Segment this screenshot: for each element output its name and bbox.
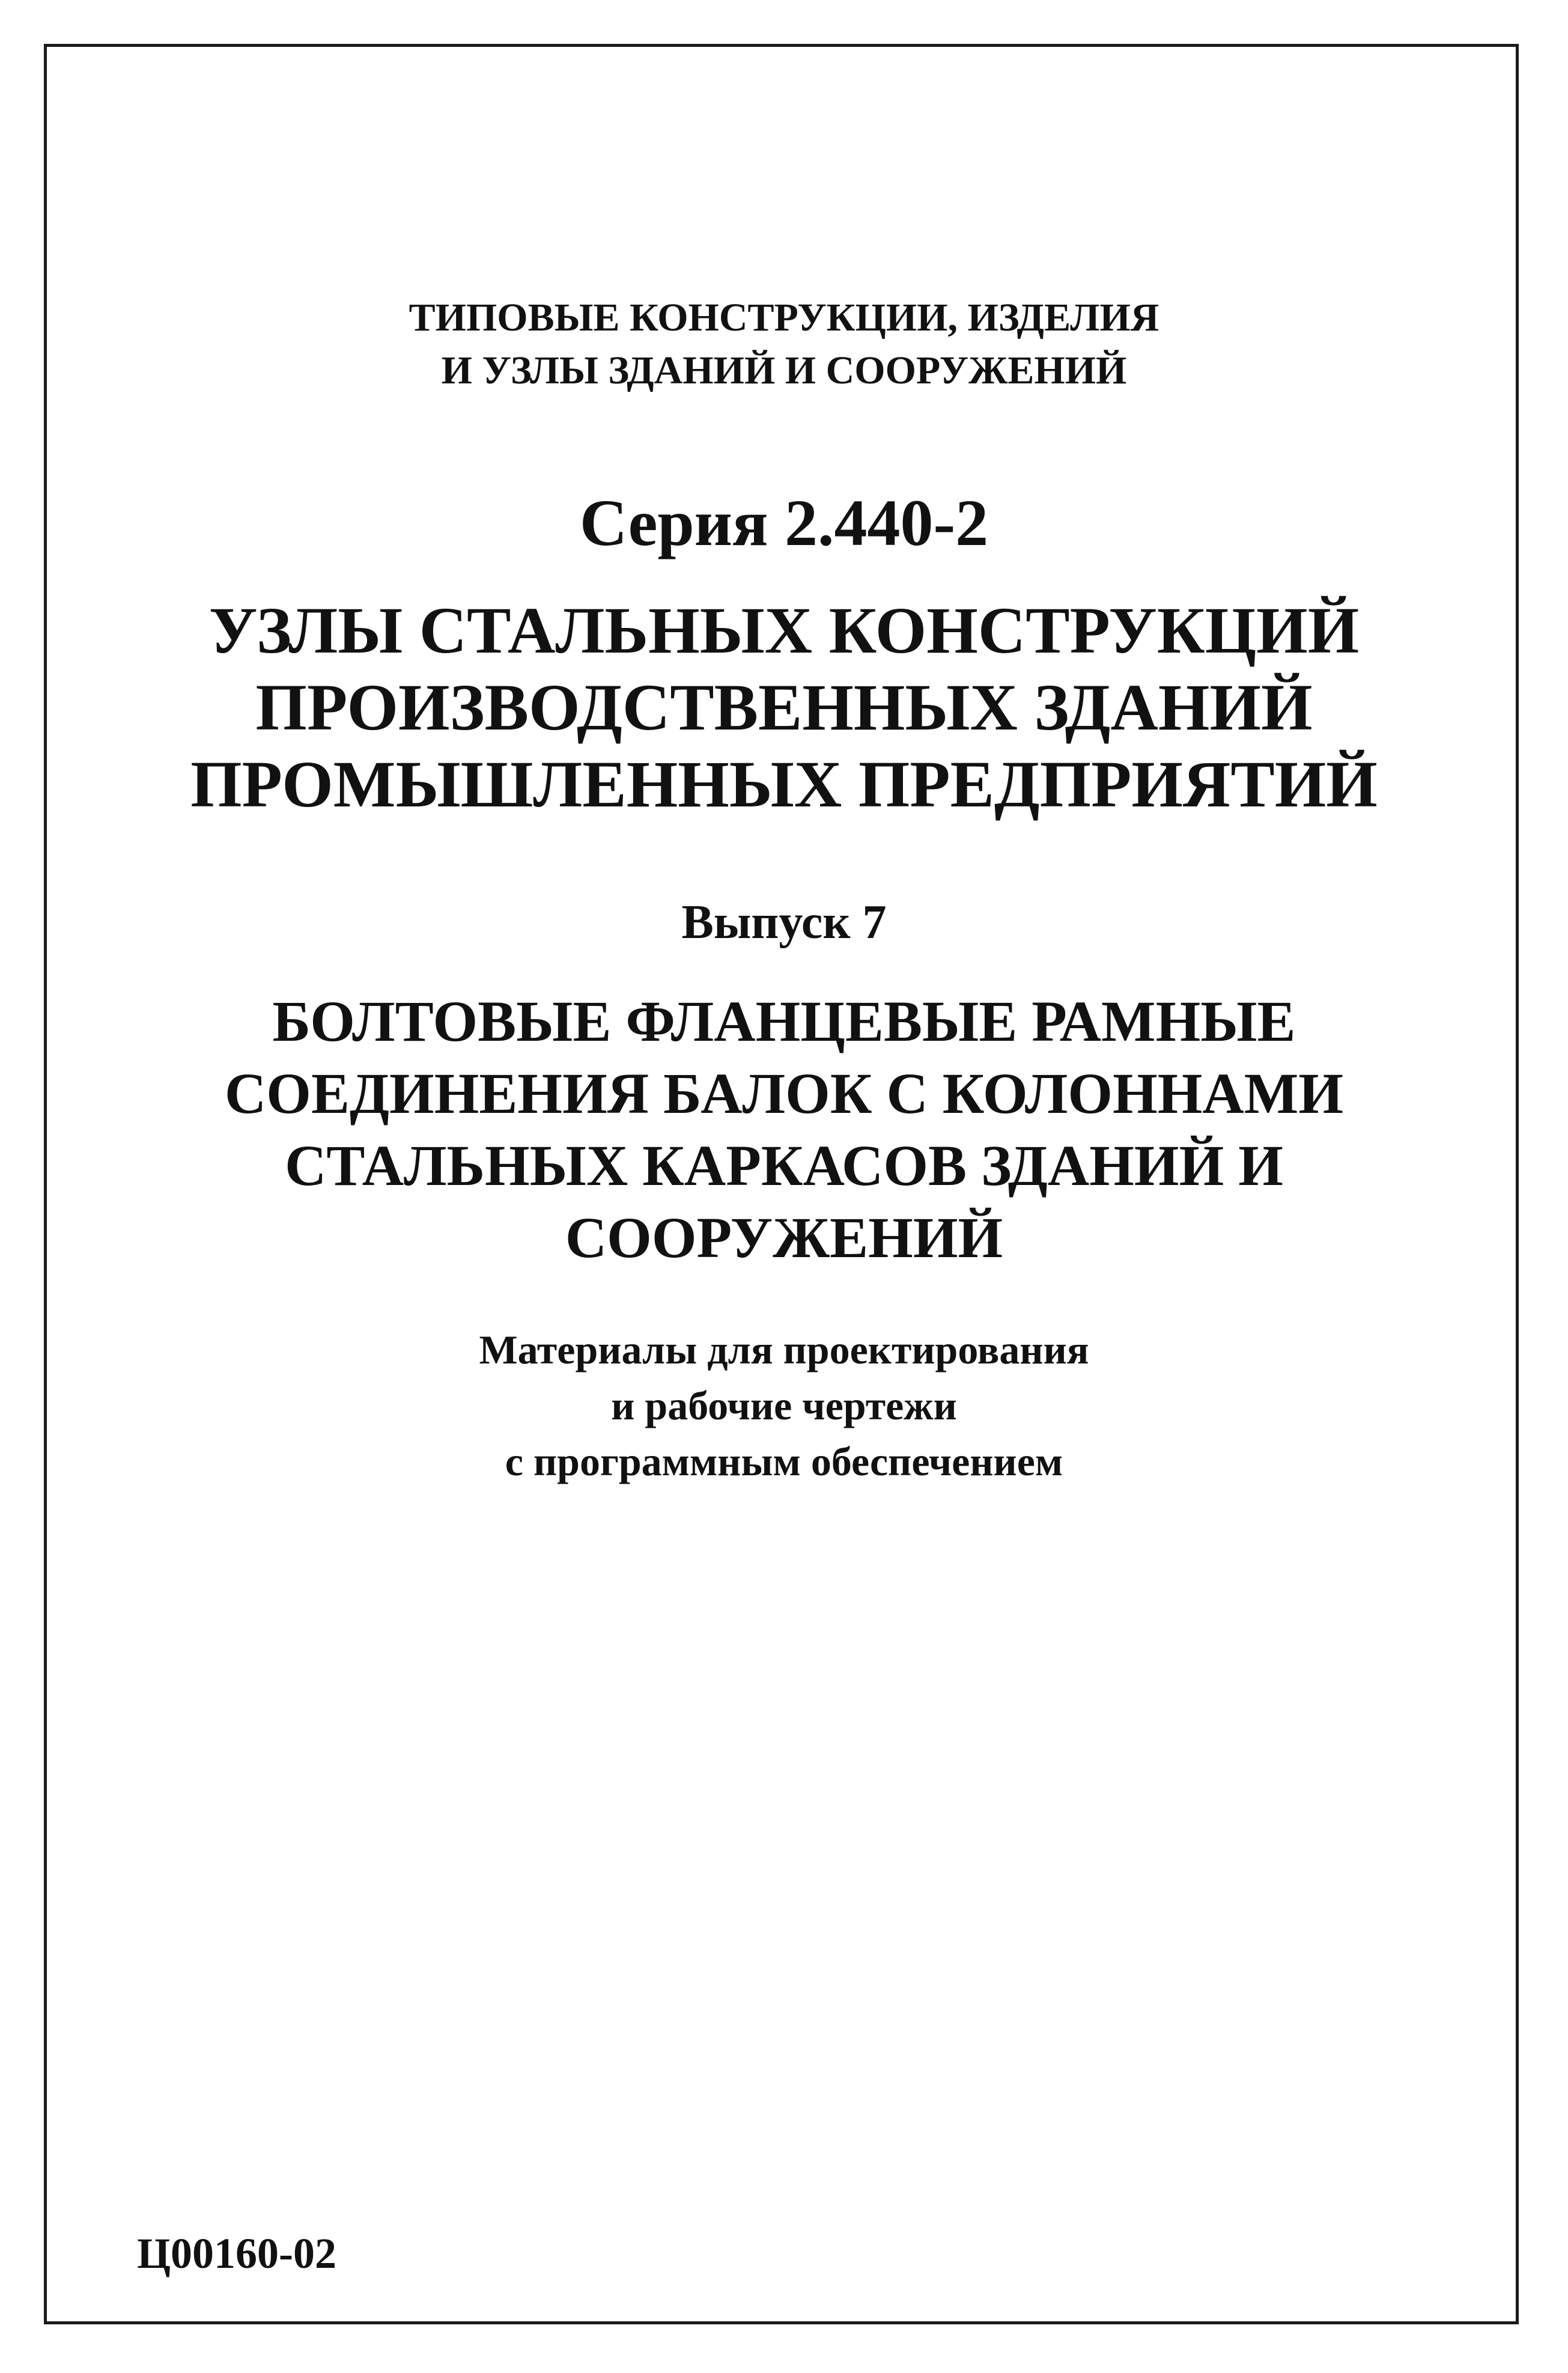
main-title (0, 592, 1568, 823)
materials-line-2: и рабочие чертежи (611, 1383, 957, 1428)
materials-line-3: с программным обеспечением (505, 1439, 1063, 1484)
materials-description (0, 1322, 1568, 1490)
issue-title-line-3: СТАЛЬНЫХ КАРКАСОВ ЗДАНИЙ И (285, 1133, 1283, 1198)
issue-number: Выпуск 7 (681, 896, 887, 949)
main-title-line-1: УЗЛЫ СТАЛЬНЫХ КОНСТРУКЦИЙ (208, 594, 1360, 667)
series-header-line-2: И УЗЛЫ ЗДАНИЙ И СООРУЖЕНИЙ (441, 349, 1127, 392)
issue-title-line-2: СОЕДИНЕНИЯ БАЛОК С КОЛОННАМИ (224, 1061, 1344, 1126)
series-number: Серия 2.440-2 (579, 486, 989, 559)
main-title-line-2: ПРОИЗВОДСТВЕННЫХ ЗДАНИЙ (255, 671, 1313, 744)
series-header-line-1: ТИПОВЫЕ КОНСТРУКЦИИ, ИЗДЕЛИЯ (409, 296, 1159, 340)
main-title-line-3: ПРОМЫШЛЕННЫХ ПРЕДПРИЯТИЙ (190, 748, 1378, 821)
series-header (0, 291, 1568, 397)
document-code: Ц00160-02 (137, 2229, 336, 2277)
issue-title-line-4: СООРУЖЕНИЙ (565, 1205, 1003, 1270)
issue-title-line-1: БОЛТОВЫЕ ФЛАНЦЕВЫЕ РАМНЫЕ (272, 989, 1296, 1053)
materials-line-1: Материалы для проектирования (479, 1327, 1089, 1372)
issue-title (0, 985, 1568, 1274)
